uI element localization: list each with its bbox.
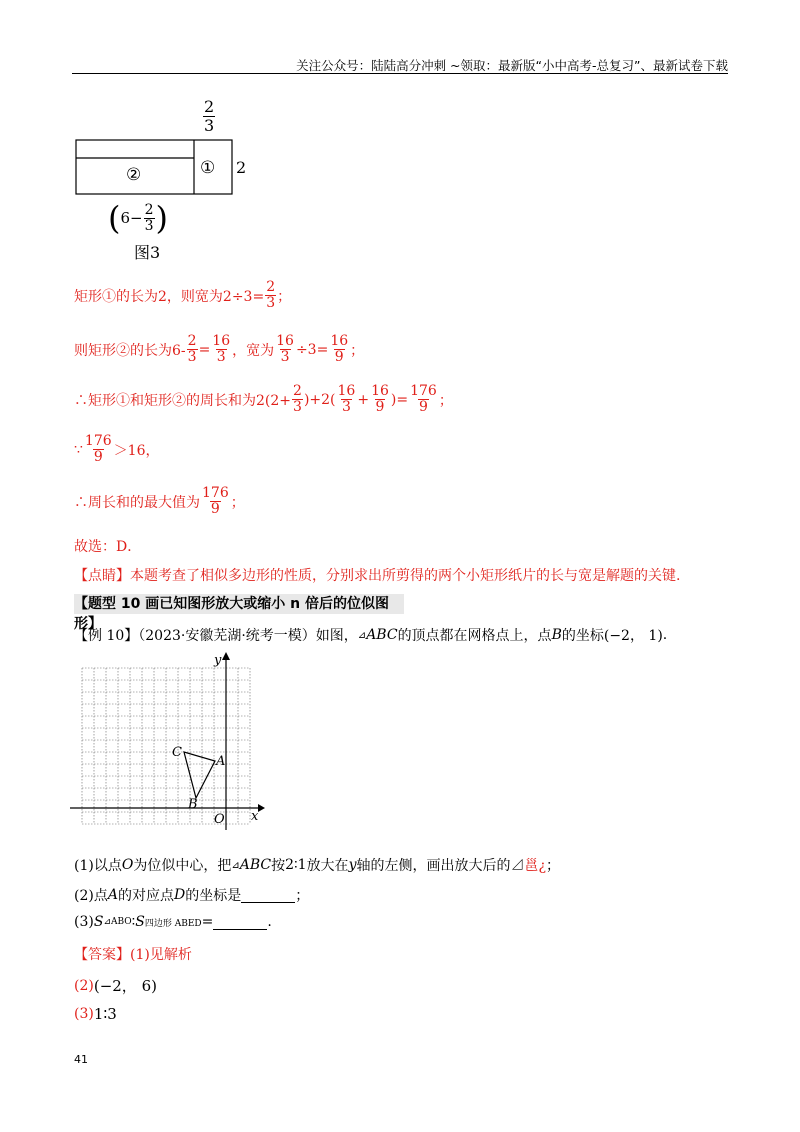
bracket-frac-num: 2 <box>144 201 154 218</box>
q3-area-s2: S <box>135 914 145 930</box>
l3-mid: )+2( <box>303 391 336 408</box>
l1-text: 矩形①的长为2，则宽为2÷3= <box>74 288 265 305</box>
q3-pre: (3) <box>74 914 94 930</box>
l2-n3: 16 <box>276 333 294 349</box>
l3-d2: 3 <box>341 399 351 415</box>
q2-mid: 的对应点 <box>117 888 174 904</box>
l1-fraction <box>265 280 276 311</box>
solution-line-4 <box>74 434 159 465</box>
q3-sub2: 四边形 ABED <box>144 918 202 929</box>
figure3-side-label: 2 <box>236 158 247 177</box>
q1-garbled-tail: 邕¿ <box>524 858 546 874</box>
figure3-top-fraction <box>203 98 215 135</box>
l3-eq: )= <box>390 391 409 408</box>
figure3-bracket <box>108 198 168 238</box>
l2-mid: ，宽为 <box>232 342 275 359</box>
q1-end: ； <box>546 858 560 874</box>
l2-n2: 16 <box>212 333 231 349</box>
l2-d2: 3 <box>216 349 226 365</box>
figure3-region-2: ② <box>126 165 142 185</box>
triangle-name: ABC <box>366 627 398 643</box>
l2-div: ÷3= <box>295 341 329 358</box>
l1-den: 3 <box>266 295 276 311</box>
l5-post: ； <box>230 494 245 511</box>
example-prompt <box>74 625 667 645</box>
q3-end: . <box>267 914 272 930</box>
answer-label: 【答案】 <box>74 947 130 963</box>
answer-3-value: 1∶3 <box>93 1005 117 1023</box>
l3-frac-3 <box>370 384 390 415</box>
label-point-a: A <box>216 754 226 769</box>
l3-frac-1 <box>292 384 303 415</box>
triangle-symbol: ⊿ <box>357 629 367 641</box>
q2-point-a: A <box>107 887 118 903</box>
bracket-left-text: 6− <box>120 209 143 227</box>
l2-d3: 3 <box>280 349 290 365</box>
point-b-ref: B <box>551 627 562 643</box>
figure-3 <box>74 98 264 268</box>
page-number: 41 <box>74 1053 88 1066</box>
l4-den: 9 <box>93 449 103 465</box>
answer-2 <box>74 975 157 996</box>
q3-colon: ∶ <box>131 914 136 930</box>
grid-lines <box>82 668 250 824</box>
point-b-coord: (−2， 1) <box>603 628 663 644</box>
l4-post: ＞16， <box>113 442 160 459</box>
l2-n4: 16 <box>330 333 349 349</box>
solution-line-5 <box>74 486 245 517</box>
l1-num: 2 <box>266 279 276 295</box>
label-point-c: C <box>172 745 182 760</box>
figure3-region-1: ① <box>200 158 216 178</box>
l2-n1: 2 <box>187 333 197 349</box>
answer-header <box>74 944 192 964</box>
figure3-top-num: 2 <box>204 97 215 116</box>
l3-frac-2 <box>337 384 357 415</box>
l5-fraction <box>201 486 230 517</box>
l4-fraction <box>84 434 113 465</box>
l2-frac-1 <box>187 334 198 365</box>
coord-label: 的坐标 <box>561 628 604 644</box>
example-mid: 的顶点都在网格点上，点 <box>397 628 552 644</box>
q1-text-a: 为位似中心，把 <box>133 858 232 874</box>
question-1 <box>74 855 560 875</box>
example-prefix: 【例 10】（2023·安徽芜湖·统考一模）如图， <box>74 628 358 644</box>
coordinate-grid-figure <box>60 648 280 838</box>
answer-3-label: (3) <box>74 1006 94 1022</box>
triangle-abc <box>184 752 215 798</box>
l2-d1: 3 <box>187 349 197 365</box>
l2-eq: = <box>198 341 211 358</box>
l3-n4: 176 <box>410 383 437 399</box>
q1-y-axis: y <box>348 857 357 873</box>
l2-frac-3 <box>275 334 295 365</box>
q1-pre: (1)以点 <box>74 858 122 874</box>
label-point-b: B <box>188 797 198 812</box>
answer-1: (1)见解析 <box>130 947 192 963</box>
q1-text-c: 放大在 <box>306 858 349 874</box>
l3-d3: 9 <box>375 399 385 415</box>
q2-end: ； <box>295 888 310 904</box>
l2-frac-4 <box>329 334 349 365</box>
question-2 <box>74 885 309 905</box>
label-y-axis: y <box>214 653 222 668</box>
label-origin: O <box>214 812 225 827</box>
example-end: . <box>662 627 668 643</box>
q2-post: 的坐标是 <box>185 888 242 904</box>
q3-sub1: ⊿ABO <box>103 917 132 927</box>
l3-post: ； <box>438 392 453 409</box>
l2-frac-2 <box>211 334 231 365</box>
q3-eq: = <box>201 914 214 930</box>
l5-den: 9 <box>210 501 220 517</box>
q2-answer-blank[interactable] <box>241 888 295 903</box>
y-axis-arrow <box>222 652 230 660</box>
q3-answer-blank[interactable] <box>213 915 267 930</box>
x-axis-arrow <box>258 804 265 812</box>
q1-point-o: O <box>121 857 134 873</box>
l3-plus: + <box>357 391 370 408</box>
page-header: 关注公众号：陆陆高分冲刺 ~领取：最新版“小中高考-总复习”、最新试卷下载 <box>296 58 728 73</box>
question-3 <box>74 914 272 930</box>
q1-triangle-name: ABC <box>239 857 272 873</box>
solution-comment: 【点睛】本题考查了相似多边形的性质，分别求出所剪得的两个小矩形纸片的长与宽是解题的关键. <box>74 568 681 584</box>
solution-line-3 <box>74 384 453 415</box>
q1-triangle-symbol: ⊿ <box>231 859 240 871</box>
solution-answer-choice: 故选：D． <box>74 539 142 555</box>
l3-text: ∴矩形①和矩形②的周长和为2(2+ <box>74 392 292 409</box>
q2-pre: (2)点 <box>74 888 108 904</box>
answer-2-value: (−2， 6) <box>93 977 157 995</box>
figure3-top-den: 3 <box>204 116 215 135</box>
bracket-left-paren: ( <box>108 199 121 237</box>
solution-line-2 <box>74 334 364 365</box>
l4-num: 176 <box>84 433 112 449</box>
l2-text: 则矩形②的长为6- <box>74 342 186 359</box>
bracket-fraction <box>144 203 155 234</box>
l5-text: ∴周长和的最大值为 <box>74 494 200 511</box>
figure3-rectangles <box>74 138 247 200</box>
q1-text-d: 轴的左侧，画出放大后的⊿ <box>356 858 525 874</box>
q1-ratio: 2∶1 <box>285 857 307 873</box>
l1-post: ； <box>277 288 292 305</box>
label-x-axis: x <box>251 809 259 824</box>
l3-n2: 16 <box>337 383 356 399</box>
answer-3 <box>74 1005 117 1023</box>
l3-d4: 9 <box>419 399 428 415</box>
l5-num: 176 <box>202 485 229 501</box>
l3-n1: 2 <box>293 383 302 399</box>
figure3-caption: 图3 <box>134 243 161 262</box>
section-title: 【题型 10 画已知图形放大或缩小 n 倍后的位似图形】 <box>74 594 404 614</box>
l3-n3: 16 <box>371 383 389 399</box>
l3-d1: 3 <box>293 399 302 415</box>
q2-point-d: D <box>173 887 186 903</box>
header-divider <box>72 73 728 74</box>
l4-because: ∵ <box>74 441 83 458</box>
answer-2-label: (2) <box>74 977 94 994</box>
l3-frac-4 <box>409 384 438 415</box>
bracket-right-paren: ) <box>155 199 169 237</box>
l2-post: ； <box>350 342 365 359</box>
bracket-frac-den: 3 <box>144 217 154 234</box>
q3-area-s1: S <box>93 914 104 930</box>
q1-text-b: 按 <box>271 858 286 874</box>
l2-d4: 9 <box>334 349 344 365</box>
solution-line-1 <box>74 280 291 311</box>
